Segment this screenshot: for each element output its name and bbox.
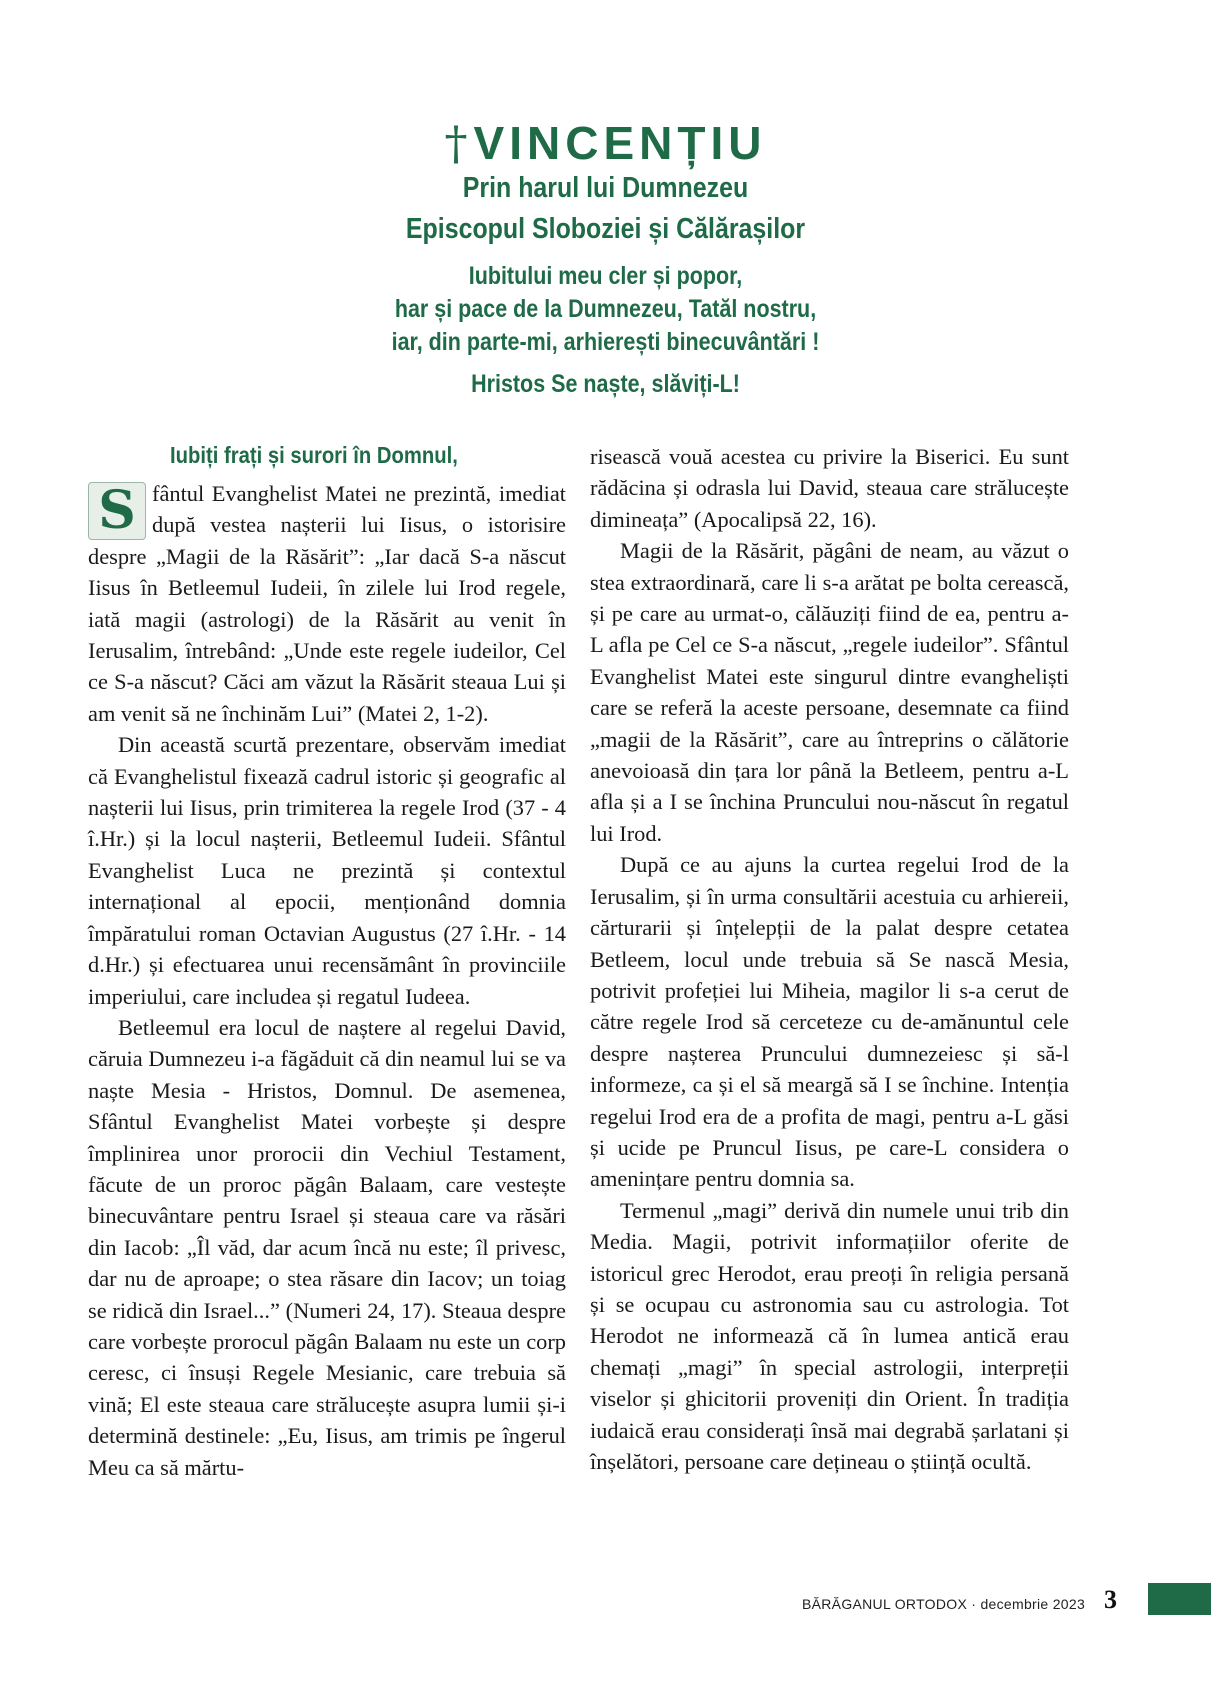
paragraph: Betleemul era locul de naștere al regelui David, căruia Dumnezeu i-a făgăduit că din neamul lui se va naște Mesia - Hristos, Domnul. De asemenea, Sfântul Evanghelist Matei vorbește și despre împlinirea unor prorocii din Vechiul Testament, făcute de un proroc păgân Balaam, care vestește binecuvântare pentru Israel și steaua care va răsări din Iacob: „Îl văd, dar acum încă nu este; îl privesc, dar nu de aproape; o stea răsare din Iacov; un toiag se ridică din Israel...” (Numeri 24, 17). Steaua despre care vorbește prorocul păgân Balaam nu este un corp ceresc, ci însuși Regele Mesianic, care trebuia să vină; El este steaua care strălucește asupra lumii și-i determină destinele: „Eu, Iisus, am trimis pe îngerul Meu ca să mărtu- xyxy=(88,1014,566,1480)
header-subtitle-2: Episcopul Sloboziei și Călărașilor xyxy=(405,213,806,245)
drop-cap: S xyxy=(88,482,146,540)
paragraph: Din această scurtă prezentare, observăm imediat că Evanghelistul fixează cadrul istoric și geografic al nașterii lui Iisus, prin trimiterea la regele Irod (37 - 4 î.Hr.) și la locul nașterii, Betleemul Iudeii. Sfântul Evanghelist Luca ne prezintă și contextul internațional al epocii, menționând domnia împăratului roman Octavian Augustus (27 î.Hr. - 14 d.Hr.) și efectuarea unui recensământ în provinciile imperiului, care includea și regatul Iudeea. xyxy=(88,732,566,1009)
left-column xyxy=(88,440,566,1483)
header-greeting-3: iar, din parte-mi, arhierești binecuvântări ! xyxy=(391,328,820,356)
paragraph: Termenul „magi” derivă din numele unui trib din Media. Magii, potrivit informațiilor oferite de istoricul grec Herodot, erau preoți în religia persană și se ocupau cu astronomia sau cu astrologia. Tot Herodot ne informează că în lumea antică erau chemați „magi” în special astrologii, interpreții viselor și ghicitorii proveniți din Orient. În tradiția iudaică erau considerați însă mai degrabă șarlatani și înșelători, persoane care dețineau o știință ocultă. xyxy=(590,1197,1069,1474)
header-hristos: Hristos Se naște, slăviți-L! xyxy=(471,370,740,398)
cross-icon: † xyxy=(444,116,468,170)
bishop-name: VINCENȚIU xyxy=(473,117,767,169)
footer-publication: BĂRĂGANUL ORTODOX · decembrie 2023 xyxy=(802,1596,1086,1612)
paragraph: risească vouă acestea cu privire la Biserici. Eu sunt rădăcina și odrasla lui David, steaua care strălucește dimineața” (Apocalipsă 22, 16). xyxy=(590,444,1069,532)
header-subtitle-1: Prin harul lui Dumnezeu xyxy=(462,172,749,204)
header-greeting-2: har și pace de la Dumnezeu, Tatăl nostru, xyxy=(394,295,817,323)
page-number: 3 xyxy=(1104,1585,1117,1614)
footer-accent-bar xyxy=(1148,1583,1211,1615)
bishop-name-line xyxy=(0,118,1211,168)
letter-header xyxy=(0,118,1211,401)
paragraph-text: fântul Evanghelist Matei ne prezintă, imediat după vestea nașterii lui Iisus, o istorisire despre „Magii de la Răsărit”: „Iar dacă S-a născut Iisus în Betleemul Iudeii, în zilele lui Irod regele, iată magii (astrologi) de la Răsărit au venit în Ierusalim, întrebând: „Unde este regele iudeilor, Cel ce S-a născut? Căci am văzut la Răsărit steaua Lui și am venit să ne închinăm Lui” (Matei 2, 1-2). xyxy=(88,481,566,726)
salutation: Iubiți frați și surori în Domnul, xyxy=(170,442,458,468)
header-greeting-1: Iubitului meu cler și popor, xyxy=(468,262,743,290)
paragraph: Magii de la Răsărit, păgâni de neam, au văzut o stea extraordinară, care li s-a arătat pe bolta cerească, și pe care au urmat-o, călăuziți fiind de ea, pentru a-L afla pe Cel ce S-a născut, „regele iudeilor”. Sfântul Evanghelist Matei este singurul dintre evangheliști care se referă la aceste persoane, desemnate ca fiind „magii de la Răsărit”, care au întreprins o călătorie anevoioasă din țara lor până la Betleem, pentru a-L afla și a I se închina Pruncului nou-născut în regatul lui Irod. xyxy=(590,538,1069,846)
paragraph: După ce au ajuns la curtea regelui Irod de la Ierusalim, și în urma consultării acestuia cu arhiereii, cărturarii și înțelepții de la palat despre cetatea Betleem, locul unde trebuia să Se nască Mesia, potrivit profeției lui Miheia, magilor li s-a cerut de către regele Irod să cerceteze cu de-amănuntul cele despre nașterea Pruncului dumnezeiesc și să-l informeze, ca și el să meargă să I se închine. Intenția regelui Irod era de a profita de magi, pentru a-L găsi și ucide pe Pruncul Iisus, pe care-L considera o amenințare pentru domnia sa. xyxy=(590,852,1069,1192)
right-column xyxy=(590,441,1069,1477)
paragraph xyxy=(88,478,566,729)
